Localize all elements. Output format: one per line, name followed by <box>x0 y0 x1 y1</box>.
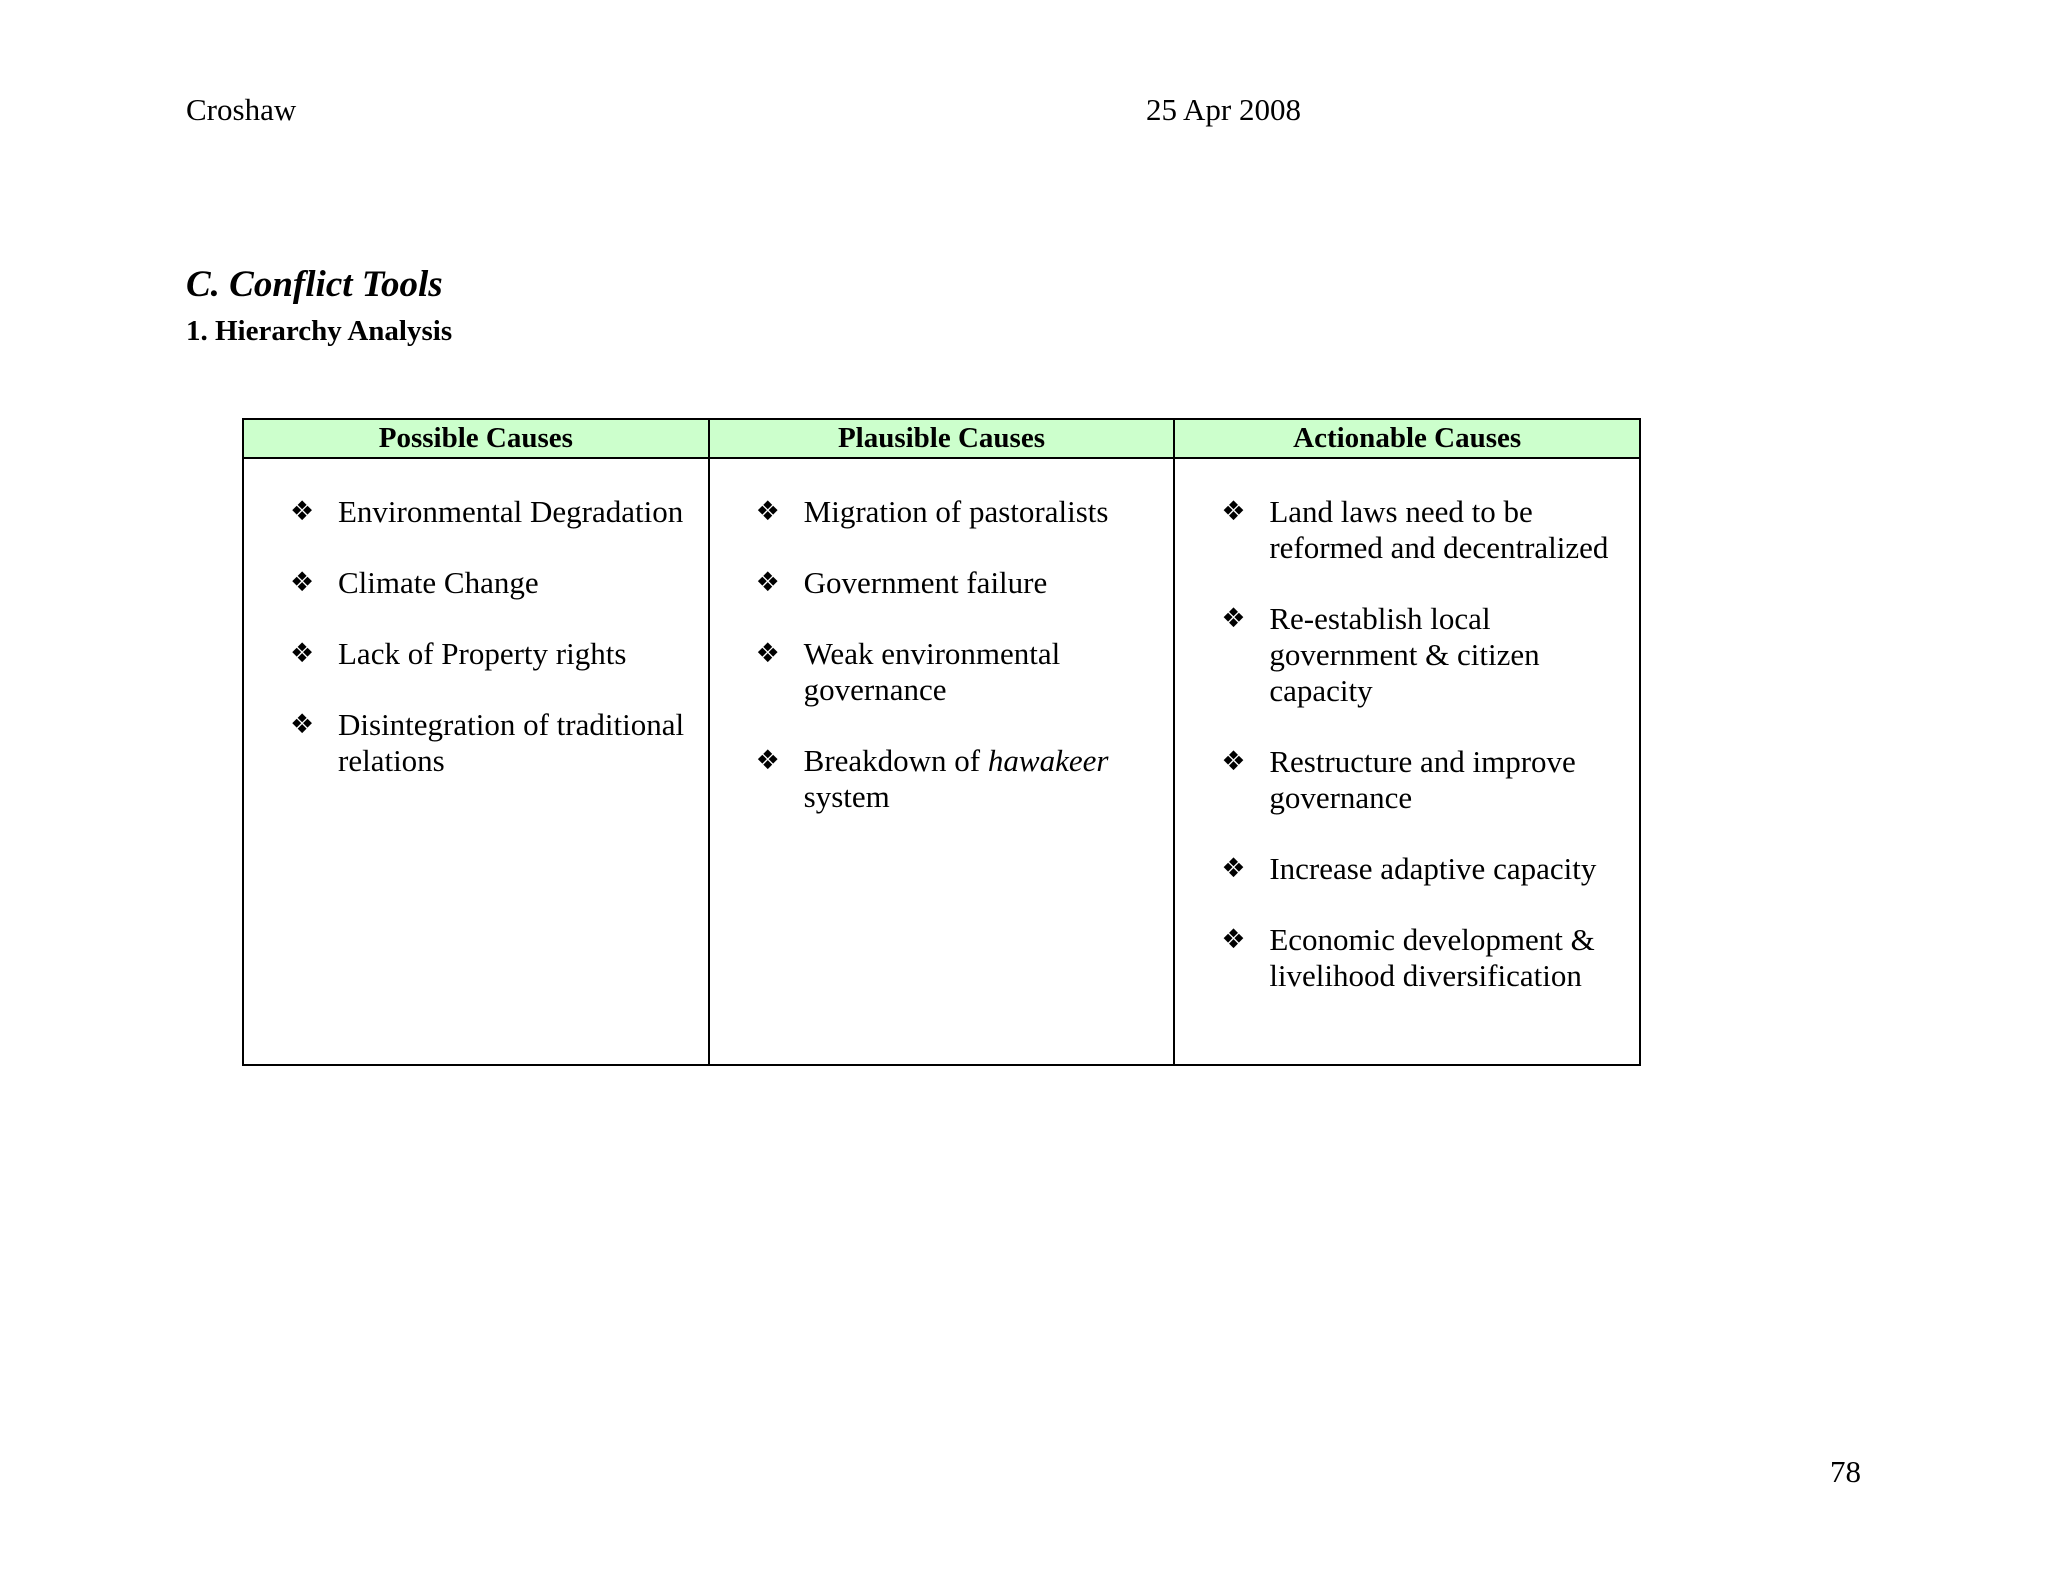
four-diamond-bullet-icon: ❖ <box>755 638 780 669</box>
list-item <box>756 565 1162 601</box>
four-diamond-bullet-icon: ❖ <box>290 709 315 740</box>
actionable-causes-cell <box>1174 458 1640 1065</box>
list-item-text: Weak environmental governance <box>803 636 1061 707</box>
table-body-row <box>243 458 1640 1065</box>
list-item-text: Re-establish local government & citizen capacity <box>1269 601 1540 708</box>
list-item-text: Environmental Degradation <box>338 494 684 529</box>
list-item-text: Economic development & livelihood diversification <box>1269 922 1595 993</box>
page-number: 78 <box>1830 1454 1861 1489</box>
list-item-text-suffix: system <box>803 779 890 814</box>
four-diamond-bullet-icon: ❖ <box>1221 496 1246 527</box>
possible-causes-list <box>244 459 708 779</box>
list-item <box>756 494 1162 530</box>
column-header-plausible-causes: Plausible Causes <box>709 419 1175 458</box>
list-item-text: Increase adaptive capacity <box>1269 851 1597 886</box>
four-diamond-bullet-icon: ❖ <box>755 567 780 598</box>
header-author: Croshaw <box>186 92 297 127</box>
four-diamond-bullet-icon: ❖ <box>1221 746 1246 777</box>
column-header-possible-causes: Possible Causes <box>243 419 709 458</box>
subsection-title: 1. Hierarchy Analysis <box>186 315 453 347</box>
list-item <box>290 636 696 672</box>
actionable-causes-list <box>1175 459 1639 994</box>
list-item-text: Government failure <box>803 565 1048 600</box>
four-diamond-bullet-icon: ❖ <box>1221 853 1246 884</box>
four-diamond-bullet-icon: ❖ <box>290 496 315 527</box>
list-item <box>756 743 1162 815</box>
four-diamond-bullet-icon: ❖ <box>1221 924 1246 955</box>
list-item-text: Migration of pastoralists <box>803 494 1109 529</box>
plausible-causes-cell <box>709 458 1175 1065</box>
list-item <box>290 494 696 530</box>
list-item <box>756 636 1162 708</box>
list-item <box>1221 922 1627 994</box>
list-item-text-prefix: Breakdown of <box>803 743 988 778</box>
possible-causes-cell <box>243 458 709 1065</box>
four-diamond-bullet-icon: ❖ <box>290 567 315 598</box>
list-item <box>1221 851 1627 887</box>
list-item-text: Climate Change <box>338 565 539 600</box>
header-date: 25 Apr 2008 <box>1146 92 1301 127</box>
four-diamond-bullet-icon: ❖ <box>755 745 780 776</box>
hierarchy-analysis-table <box>242 418 1641 1066</box>
list-item-text-emphasis: hawakeer <box>987 743 1109 778</box>
list-item-text: Disintegration of traditional relations <box>338 707 685 778</box>
list-item <box>290 565 696 601</box>
list-item <box>290 707 696 779</box>
four-diamond-bullet-icon: ❖ <box>1221 603 1246 634</box>
list-item <box>1221 744 1627 816</box>
list-item-text: Restructure and improve governance <box>1269 744 1576 815</box>
four-diamond-bullet-icon: ❖ <box>290 638 315 669</box>
list-item-text: Lack of Property rights <box>338 636 627 671</box>
list-item <box>1221 601 1627 709</box>
list-item <box>1221 494 1627 566</box>
four-diamond-bullet-icon: ❖ <box>755 496 780 527</box>
column-header-actionable-causes: Actionable Causes <box>1174 419 1640 458</box>
list-item-text: Land laws need to be reformed and decentralized <box>1269 494 1609 565</box>
table-header-row <box>243 419 1640 458</box>
section-title: C. Conflict Tools <box>186 264 443 305</box>
plausible-causes-list <box>710 459 1174 815</box>
